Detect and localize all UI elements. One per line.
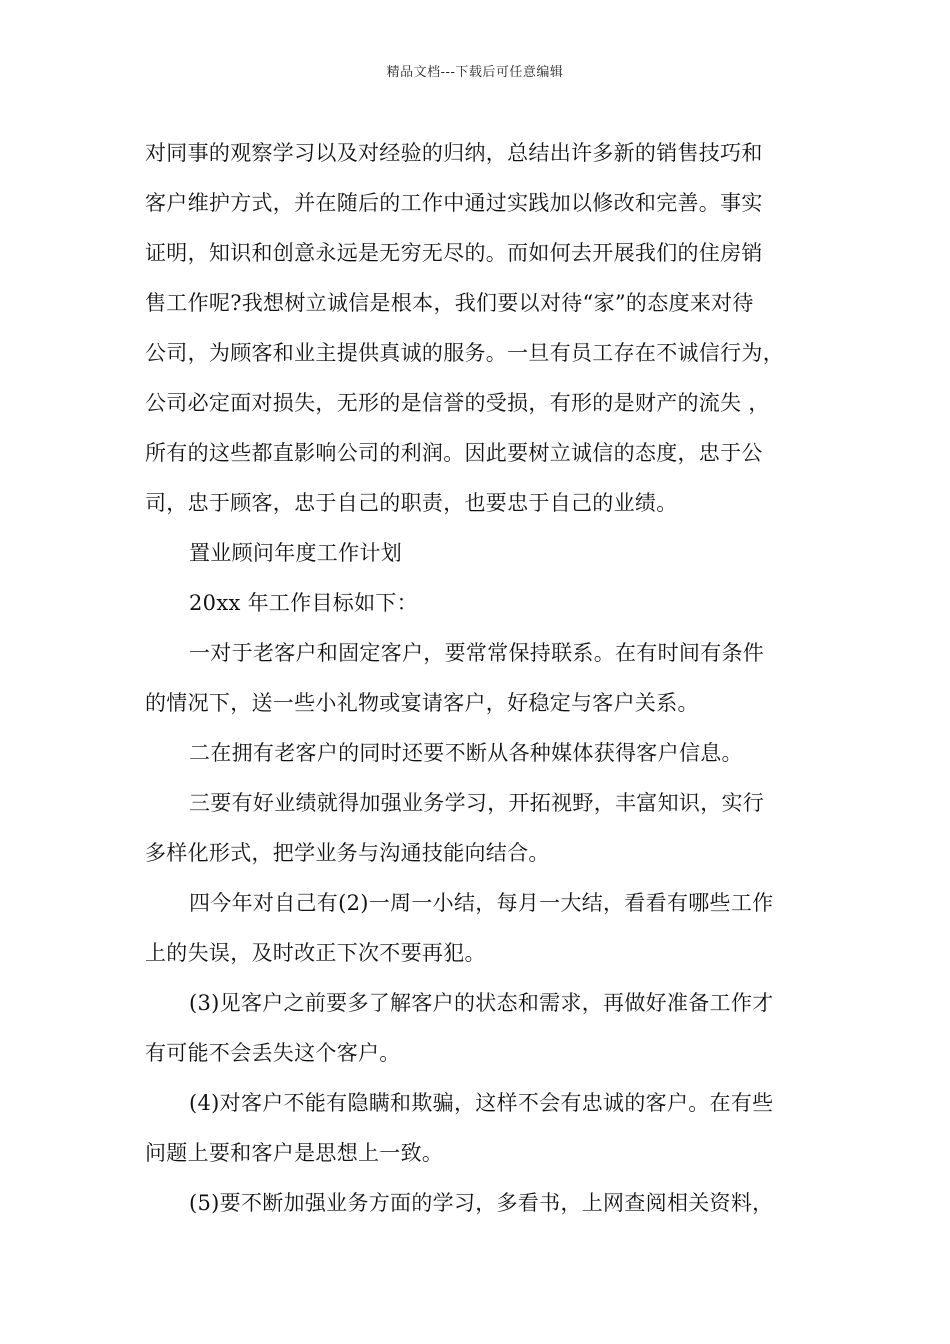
text-line: 公司必定面对损失，无形的是信誉的受损，有形的是财产的流失 ，	[145, 391, 770, 415]
text-line: 客户维护方式，并在随后的工作中通过实践加以修改和完善。事实	[145, 191, 763, 215]
text-line: 的情况下，送一些小礼物或宴请客户，好稳定与客户关系。	[145, 691, 699, 715]
text-line: (5)要不断加强业务方面的学习，多看书，上网查阅相关资料，	[189, 1191, 774, 1215]
text-line: 多样化形式，把学业务与沟通技能向结合。	[145, 841, 550, 865]
text-line: 二在拥有老客户的同时还要不断从各种媒体获得客户信息。	[189, 741, 743, 765]
text-line: (4)对客户不能有隐瞒和欺骗，这样不会有忠诚的客户。在有些	[189, 1091, 774, 1115]
section-heading: 置业顾问年度工作计划	[189, 541, 402, 565]
text-line: 司，忠于顾客，忠于自己的职责，也要忠于自己的业绩。	[145, 491, 678, 515]
text-line: 一对于老客户和固定客户，要常常保持联系。在有时间有条件	[189, 641, 765, 665]
text-line: 三要有好业绩就得加强业务学习，开拓视野，丰富知识，实行	[189, 791, 765, 815]
text-line: 证明，知识和创意永远是无穷无尽的。而如何去开展我们的住房销	[145, 241, 763, 265]
text-line: 售工作呢?我想树立诚信是根本，我们要以对待“家”的态度来对待	[145, 291, 754, 315]
page-header: 精品文档---下载后可任意编辑	[386, 65, 564, 80]
document-body	[145, 128, 810, 1228]
text-line: 四今年对自己有(2)一周一小结，每月一大结，看看有哪些工作	[189, 891, 774, 915]
text-line: 上的失误，及时改正下次不要再犯。	[145, 941, 486, 965]
text-line: 有可能不会丢失这个客户。	[145, 1041, 401, 1065]
text-line: 公司，为顾客和业主提供真诚的服务。一旦有员工存在不诚信行为，	[145, 341, 784, 365]
text-line: 问题上要和客户是思想上一致。	[145, 1141, 444, 1165]
text-line: 所有的这些都直影响公司的利润。因此要树立诚信的态度，忠于公	[145, 441, 763, 465]
text-line: (3)见客户之前要多了解客户的状态和需求，再做好准备工作才	[189, 991, 774, 1015]
text-line: 对同事的观察学习以及对经验的归纳，总结出许多新的销售技巧和	[145, 141, 763, 165]
text-line: 20xx 年工作目标如下：	[189, 591, 418, 615]
